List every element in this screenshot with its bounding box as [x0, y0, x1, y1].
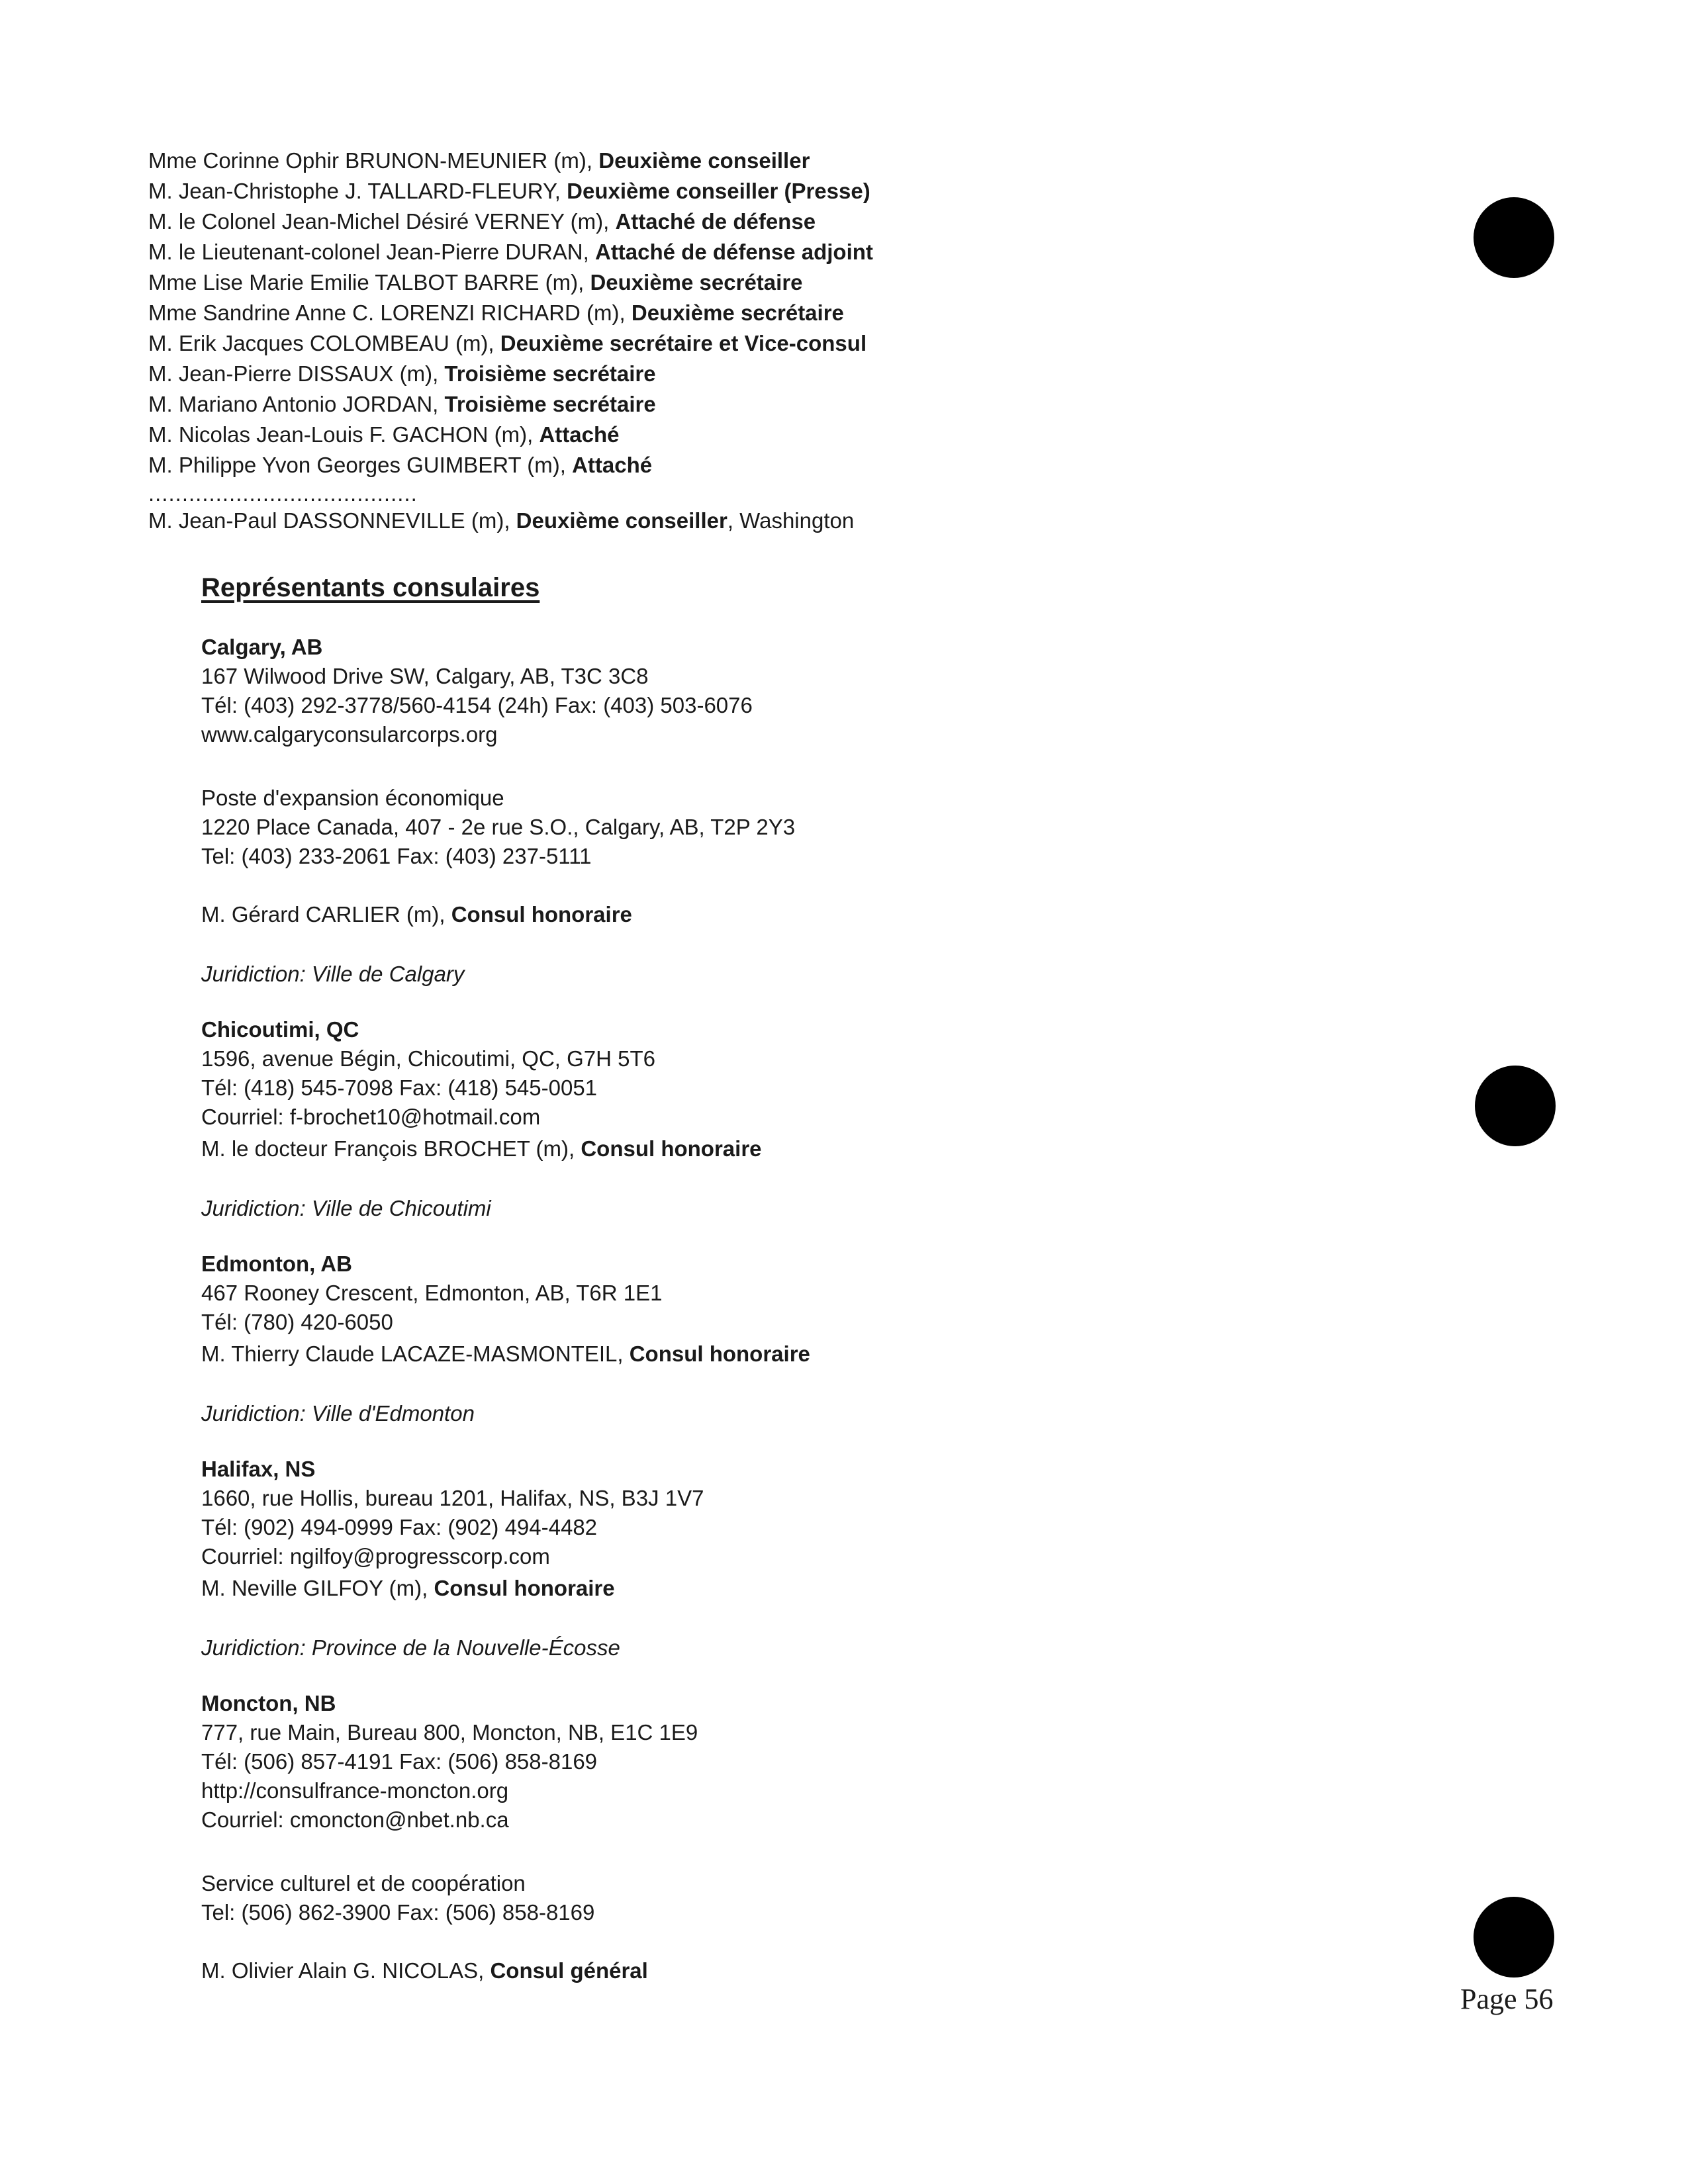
city-heading: Calgary, AB	[201, 635, 323, 659]
consular-representatives-section	[201, 570, 1459, 2012]
jurisdiction: Juridiction: Ville de Calgary	[201, 962, 465, 986]
staff-title: Attaché de défense	[615, 209, 816, 234]
consul-title: Consul honoraire	[629, 1342, 810, 1366]
staff-title: Deuxième conseiller	[516, 508, 727, 533]
staff-list	[148, 146, 1406, 536]
phone-line: Tél: (780) 420-6050	[201, 1310, 393, 1334]
office-phone: Tel: (506) 862-3900 Fax: (506) 858-8169	[201, 1900, 595, 1925]
staff-title: Attaché	[539, 422, 620, 447]
office-address: 1220 Place Canada, 407 - 2e rue S.O., Calgary, AB, T2P 2Y3	[201, 815, 796, 839]
staff-title: Attaché	[572, 453, 653, 477]
staff-title: Deuxième secrétaire	[631, 300, 844, 325]
staff-name: M. Jean-Paul DASSONNEVILLE (m),	[148, 508, 516, 533]
consulate-moncton	[201, 1689, 1459, 1985]
staff-name: M. Jean-Christophe J. TALLARD-FLEURY,	[148, 179, 567, 203]
staff-name: M. le Lieutenant-colonel Jean-Pierre DURAN,	[148, 240, 595, 264]
address-line: 167 Wilwood Drive SW, Calgary, AB, T3C 3C8	[201, 664, 649, 688]
staff-title: Deuxième secrétaire	[590, 270, 803, 295]
dotted-separator: ........................................	[148, 481, 418, 506]
consul-entry	[201, 1574, 1459, 1603]
address-line: 467 Rooney Crescent, Edmonton, AB, T6R 1E1	[201, 1281, 663, 1305]
punch-hole-bottom	[1474, 1897, 1554, 1978]
staff-entry	[148, 328, 1406, 359]
phone-line: Tél: (418) 545-7098 Fax: (418) 545-0051	[201, 1075, 598, 1100]
staff-title: Deuxième secrétaire et Vice-consul	[500, 331, 867, 355]
address-line: 1596, avenue Bégin, Chicoutimi, QC, G7H 5T6	[201, 1046, 656, 1071]
staff-name: M. Mariano Antonio JORDAN,	[148, 392, 445, 416]
staff-entry	[148, 420, 1406, 450]
staff-entry	[148, 389, 1406, 420]
jurisdiction: Juridiction: Province de la Nouvelle-Écosse	[201, 1635, 620, 1660]
consul-entry	[201, 1956, 1459, 1985]
staff-entry	[148, 237, 1406, 267]
punch-hole-middle	[1475, 1066, 1556, 1146]
jurisdiction: Juridiction: Ville de Chicoutimi	[201, 1196, 491, 1220]
staff-name: M. Nicolas Jean-Louis F. GACHON (m),	[148, 422, 539, 447]
consul-name: M. Neville GILFOY (m),	[201, 1576, 434, 1600]
staff-entry	[148, 267, 1406, 298]
staff-entry	[148, 146, 1406, 176]
consul-entry	[201, 900, 1459, 929]
website-link[interactable]: www.calgaryconsularcorps.org	[201, 722, 498, 747]
staff-name: Mme Corinne Ophir BRUNON-MEUNIER (m),	[148, 148, 599, 173]
staff-title: Troisième secrétaire	[444, 361, 656, 386]
office-phone: Tel: (403) 233-2061 Fax: (403) 237-5111	[201, 844, 592, 868]
staff-name: M. Philippe Yvon Georges GUIMBERT (m),	[148, 453, 573, 477]
staff-name: Mme Sandrine Anne C. LORENZI RICHARD (m),	[148, 300, 632, 325]
staff-entry	[148, 298, 1406, 328]
address-line: 777, rue Main, Bureau 800, Moncton, NB, E1C 1E9	[201, 1720, 698, 1745]
phone-line: Tél: (902) 494-0999 Fax: (902) 494-4482	[201, 1515, 598, 1539]
city-heading: Chicoutimi, QC	[201, 1017, 359, 1042]
city-heading: Halifax, NS	[201, 1457, 316, 1481]
consul-title: Consul honoraire	[581, 1136, 762, 1161]
staff-entry	[148, 450, 1406, 480]
address-line: 1660, rue Hollis, bureau 1201, Halifax, NS, B3J 1V7	[201, 1486, 704, 1510]
staff-title: Troisième secrétaire	[444, 392, 656, 416]
consul-entry	[201, 1340, 1459, 1369]
consul-title: Consul général	[490, 1958, 648, 1983]
staff-name: M. le Colonel Jean-Michel Désiré VERNEY (m),	[148, 209, 616, 234]
consul-name: M. Thierry Claude LACAZE-MASMONTEIL,	[201, 1342, 630, 1366]
staff-location: , Washington	[727, 508, 855, 533]
phone-line: Tél: (506) 857-4191 Fax: (506) 858-8169	[201, 1749, 598, 1774]
staff-entry	[148, 176, 1406, 206]
office-name: Service culturel et de coopération	[201, 1871, 526, 1895]
consul-name: M. le docteur François BROCHET (m),	[201, 1136, 581, 1161]
email-line[interactable]: Courriel: f-brochet10@hotmail.com	[201, 1105, 541, 1129]
consul-name: M. Olivier Alain G. NICOLAS,	[201, 1958, 491, 1983]
staff-entry	[148, 206, 1406, 237]
jurisdiction: Juridiction: Ville d'Edmonton	[201, 1401, 475, 1426]
punch-hole-top	[1474, 197, 1554, 278]
consul-name: M. Gérard CARLIER (m),	[201, 902, 451, 927]
staff-entry	[148, 506, 1406, 536]
consul-entry	[201, 1134, 1459, 1163]
city-heading: Edmonton, AB	[201, 1251, 352, 1276]
page-number: Page 56	[1460, 1983, 1554, 2015]
staff-name: M. Jean-Pierre DISSAUX (m),	[148, 361, 445, 386]
consul-title: Consul honoraire	[434, 1576, 615, 1600]
staff-entry	[148, 359, 1406, 389]
staff-name: M. Erik Jacques COLOMBEAU (m),	[148, 331, 500, 355]
consulate-calgary	[201, 633, 1459, 989]
staff-title: Deuxième conseiller (Presse)	[567, 179, 870, 203]
staff-title: Deuxième conseiller	[598, 148, 810, 173]
office-name: Poste d'expansion économique	[201, 786, 504, 810]
website-link[interactable]: http://consulfrance-moncton.org	[201, 1778, 509, 1803]
city-heading: Moncton, NB	[201, 1691, 336, 1715]
phone-line: Tél: (403) 292-3778/560-4154 (24h) Fax: (403) 503-6076	[201, 693, 753, 717]
email-line[interactable]: Courriel: ngilfoy@progresscorp.com	[201, 1544, 550, 1569]
section-title: Représentants consulaires	[201, 573, 540, 602]
consulate-chicoutimi	[201, 1015, 1459, 1223]
consul-title: Consul honoraire	[451, 902, 632, 927]
staff-title: Attaché de défense adjoint	[594, 240, 873, 264]
consulate-edmonton	[201, 1250, 1459, 1428]
email-line[interactable]: Courriel: cmoncton@nbet.nb.ca	[201, 1807, 509, 1832]
staff-name: Mme Lise Marie Emilie TALBOT BARRE (m),	[148, 270, 590, 295]
consulate-halifax	[201, 1455, 1459, 1662]
